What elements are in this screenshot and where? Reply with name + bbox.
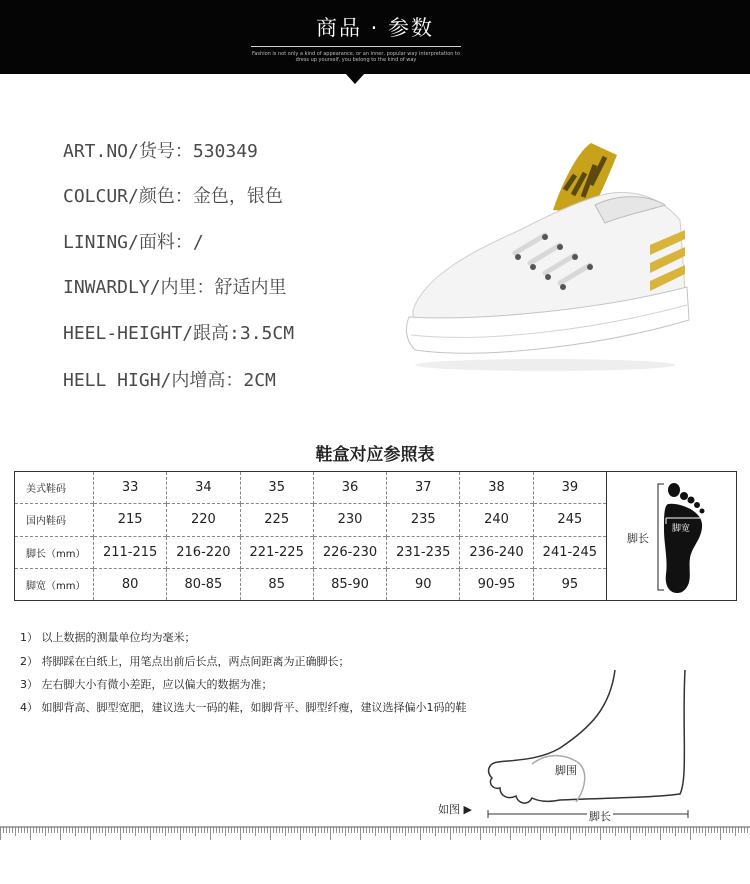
- size-chart-title: 鞋盒对应参照表: [315, 445, 435, 465]
- table-cell: 245: [533, 504, 606, 536]
- example-label: 如图 ▶: [438, 803, 472, 816]
- table-cell: 241-245: [533, 536, 606, 568]
- table-cell: 90-95: [460, 568, 533, 600]
- foot-width-label: 脚宽: [672, 524, 691, 534]
- note-4: 4） 如脚背高、脚型宽肥，建议选大一码的鞋，如脚背平、脚型纤瘦，建议选择偏小1码的鞋: [20, 701, 467, 714]
- banner-divider: [251, 46, 461, 47]
- table-cell: 37: [387, 472, 460, 504]
- table-cell: 33: [94, 472, 167, 504]
- row-label: 美式鞋码: [26, 484, 66, 496]
- table-cell: 80-85: [167, 568, 240, 600]
- table-row: [15, 536, 607, 568]
- note-2: 2） 将脚踩在白纸上，用笔点出前后长点，两点间距离为正确脚长；: [20, 655, 350, 668]
- spec-color: COLCUR/颜色：金色，银色: [63, 186, 283, 207]
- table-cell: 225: [240, 504, 313, 536]
- foot-measure-diagram: [606, 471, 737, 601]
- table-cell: 90: [387, 568, 460, 600]
- row-label: 脚长（mm）: [15, 536, 94, 568]
- note-3: 3） 左右脚大小有微小差距，应以偏大的数据为准；: [20, 678, 273, 691]
- banner-tagline: Fashion is not only a kind of appearance, or an inner, popular way interpretation to dress up yourself, you belong to the kind of way: [251, 51, 461, 63]
- table-cell: 215: [94, 504, 167, 536]
- diagram-length-label: 脚长: [589, 810, 611, 823]
- ruler-ticks: [0, 826, 750, 842]
- table-cell: 85: [240, 568, 313, 600]
- table-cell: 39: [533, 472, 606, 504]
- foot-girth-label: 脚围: [555, 764, 577, 777]
- table-cell: 216-220: [167, 536, 240, 568]
- table-cell: 226-230: [313, 536, 386, 568]
- table-cell: 35: [240, 472, 313, 504]
- spec-inner-height: HELL HIGH/内增高：2CM: [63, 370, 276, 391]
- footprint-icon: [606, 472, 737, 602]
- banner-title: 商品 · 参数: [315, 16, 435, 40]
- spec-inner: INWARDLY/内里：舒适内里: [63, 277, 287, 298]
- foot-side-diagram: [470, 668, 730, 828]
- note-1: 1） 以上数据的测量单位均为毫米；: [20, 631, 196, 644]
- table-row: [15, 568, 607, 600]
- table-cell: 95: [533, 568, 606, 600]
- table-cell: 34: [167, 472, 240, 504]
- table-cell: 236-240: [460, 536, 533, 568]
- table-cell: 220: [167, 504, 240, 536]
- sneaker-illustration: [395, 135, 695, 380]
- table-cell: 231-235: [387, 536, 460, 568]
- table-cell: 221-225: [240, 536, 313, 568]
- table-row: [15, 504, 607, 536]
- table-cell: 240: [460, 504, 533, 536]
- row-label: 脚宽（mm）: [15, 568, 94, 600]
- table-cell: 235: [387, 504, 460, 536]
- banner-pointer-icon: [345, 73, 365, 84]
- spec-heel-height: HEEL-HEIGHT/跟高:3.5CM: [63, 323, 295, 344]
- table-cell: 85-90: [313, 568, 386, 600]
- table-cell: 38: [460, 472, 533, 504]
- ruler: [0, 826, 750, 842]
- header-banner: [0, 0, 750, 74]
- foot-length-label: 脚长: [627, 532, 649, 545]
- table-cell: 80: [94, 568, 167, 600]
- spec-lining: LINING/面料：/: [63, 232, 204, 253]
- table-cell: 211-215: [94, 536, 167, 568]
- table-cell: 230: [313, 504, 386, 536]
- size-chart-table: [14, 471, 607, 601]
- table-row: [15, 472, 607, 504]
- product-image: [395, 135, 695, 380]
- spec-article-number: ART.NO/货号：530349: [63, 141, 258, 162]
- row-label: 国内鞋码: [15, 504, 94, 536]
- table-cell: 36: [313, 472, 386, 504]
